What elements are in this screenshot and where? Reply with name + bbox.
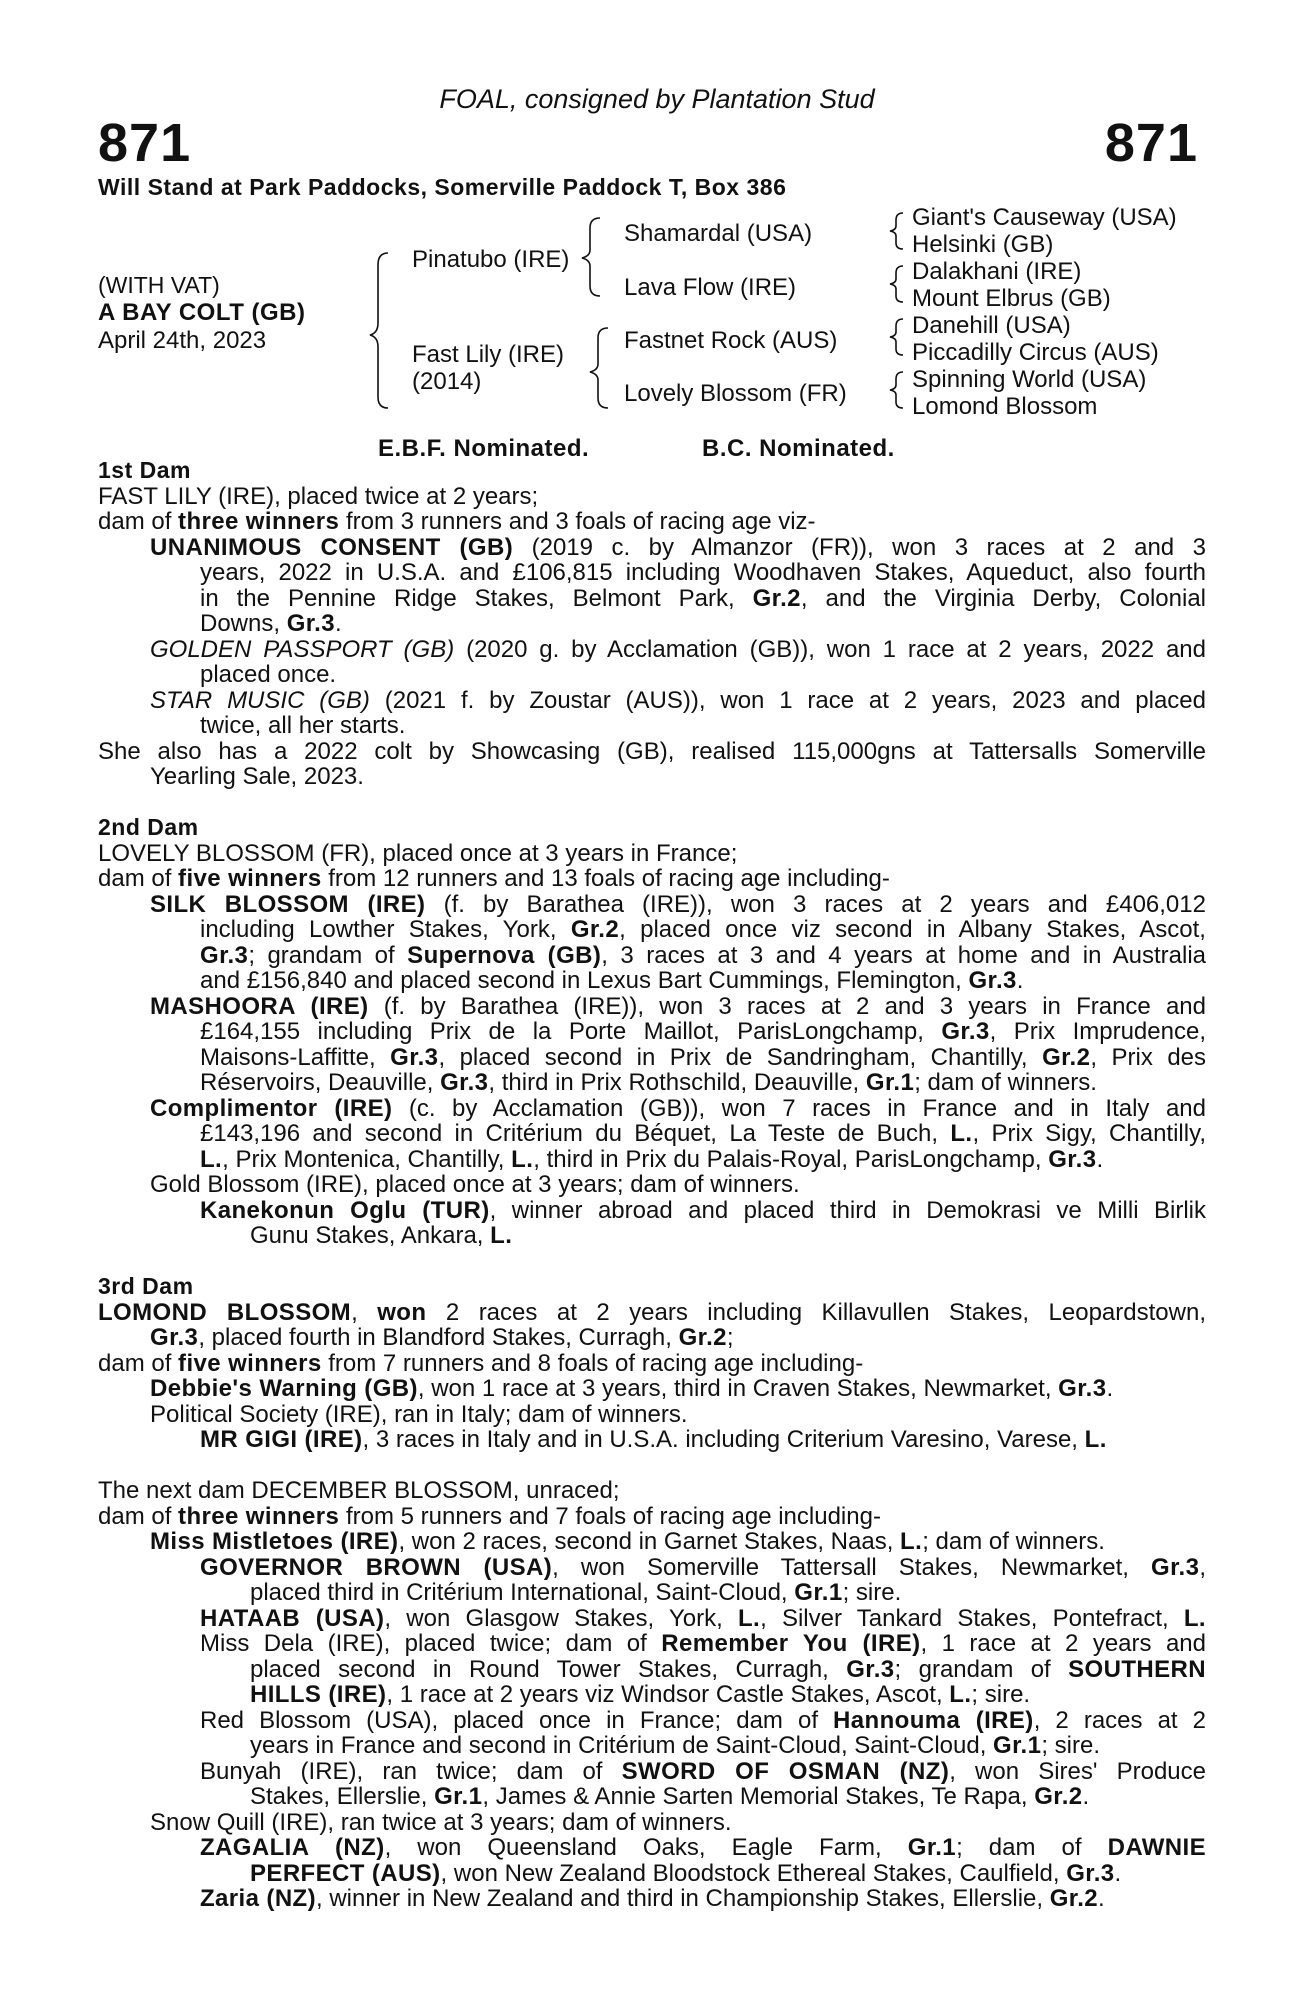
text-span: (f. by Barathea (IRE)), won 3 races at 2 years and £406,012 bbox=[425, 890, 1206, 918]
spacer bbox=[98, 790, 1206, 816]
text-span: , James & Annie Sarten Memorial Stakes, Te Rapa, bbox=[482, 1783, 1035, 1810]
text-span: , won Queensland Oaks, Eagle Farm, bbox=[384, 1834, 908, 1861]
text-line bbox=[98, 1325, 1206, 1351]
bold-text: HATAAB (USA) bbox=[200, 1604, 385, 1632]
text-line bbox=[98, 866, 1206, 892]
text-span: (f. by Barathea (IRE)), won 3 races at 2 and 3 years in France and bbox=[368, 992, 1206, 1020]
text-line bbox=[98, 815, 1206, 841]
text-line bbox=[98, 1147, 1206, 1173]
text-span: Bunyah (IRE), ran twice; dam of bbox=[200, 1757, 622, 1785]
text-span: placed once. bbox=[200, 661, 337, 688]
text-line bbox=[98, 1835, 1206, 1861]
text-line bbox=[98, 1427, 1206, 1453]
italic-text: STAR MUSIC (GB) bbox=[150, 686, 370, 714]
text-line bbox=[98, 1351, 1206, 1377]
italic-text: GOLDEN PASSPORT (GB) bbox=[150, 635, 455, 663]
bold-text: Gr.3 bbox=[941, 1018, 990, 1045]
bold-text: L. bbox=[900, 1528, 923, 1555]
dam-year: (2014) bbox=[412, 368, 482, 395]
text-span: including Lowther Stakes, York, bbox=[200, 916, 571, 943]
bold-text: Gr.2 bbox=[752, 584, 801, 612]
text-span: . bbox=[1098, 1885, 1105, 1912]
bold-text: Gr.3 bbox=[440, 1069, 489, 1096]
text-span: , bbox=[351, 1298, 378, 1326]
spacer bbox=[98, 1453, 1206, 1479]
bold-text: L. bbox=[1084, 1426, 1107, 1453]
text-span: £164,155 including Prix de la Porte Maillot, ParisLongchamp, bbox=[200, 1018, 942, 1045]
text-line bbox=[98, 1045, 1206, 1071]
text-span: . bbox=[1106, 1375, 1114, 1402]
text-line bbox=[98, 1376, 1206, 1402]
bold-text: Gr.2 bbox=[570, 916, 620, 943]
grandparent-1: Giant's Causeway (USA) bbox=[912, 204, 1177, 231]
text-span: , won Glasgow Stakes, York, bbox=[384, 1604, 738, 1632]
text-line bbox=[98, 943, 1206, 969]
text-span: Réservoirs, Deauville, bbox=[200, 1069, 441, 1096]
bold-text: Gr.1 bbox=[993, 1732, 1042, 1759]
text-span: , placed fourth in Blandford Stakes, Curragh, bbox=[198, 1324, 679, 1351]
grandparent-4: Mount Elbrus (GB) bbox=[912, 285, 1111, 312]
bold-text: Gr.3 bbox=[1048, 1145, 1097, 1173]
text-line bbox=[98, 611, 1206, 637]
bold-text: Gr.1 bbox=[434, 1783, 483, 1810]
text-span: twice, all her starts. bbox=[200, 712, 406, 739]
text-line bbox=[98, 1708, 1206, 1734]
section-heading: 1st Dam bbox=[98, 457, 191, 483]
text-line bbox=[98, 1223, 1206, 1249]
bold-text: SILK BLOSSOM (IRE) bbox=[150, 890, 426, 918]
text-span: , won 2 races, second in Garnet Stakes, Naas, bbox=[398, 1528, 901, 1555]
bold-text: Gr.3 bbox=[1058, 1375, 1107, 1402]
ebf-nomination: E.B.F. Nominated. bbox=[378, 435, 590, 462]
text-span: , won Somerville Tattersall Stakes, Newmarket, bbox=[552, 1553, 1152, 1581]
spacer bbox=[98, 1249, 1206, 1275]
bold-text: LOMOND BLOSSOM bbox=[98, 1298, 352, 1326]
bold-text: SWORD OF OSMAN (NZ) bbox=[621, 1757, 950, 1785]
text-span: Gold Blossom (IRE), placed once at 3 years; dam of winners. bbox=[150, 1171, 800, 1198]
section-heading: 3rd Dam bbox=[98, 1273, 194, 1299]
bold-text: MR GIGI (IRE) bbox=[200, 1426, 363, 1453]
section-heading: 2nd Dam bbox=[98, 814, 199, 840]
text-line bbox=[98, 1096, 1206, 1122]
bold-text: L. bbox=[490, 1222, 513, 1249]
text-line bbox=[98, 1580, 1206, 1606]
dam-sire: Fastnet Rock (AUS) bbox=[624, 327, 838, 354]
bold-text: Gr.3 bbox=[390, 1043, 439, 1071]
text-line bbox=[98, 662, 1206, 688]
text-span: ; sire. bbox=[842, 1579, 902, 1606]
text-span: Snow Quill (IRE), ran twice at 3 years; dam of winners. bbox=[150, 1808, 732, 1836]
bold-text: GOVERNOR BROWN (USA) bbox=[200, 1553, 553, 1581]
bold-text: five winners bbox=[178, 865, 322, 892]
text-span: 2 races at 2 years including Killavullen Stakes, Leopardstown, bbox=[426, 1298, 1206, 1326]
text-span: , third in Prix du Palais-Royal, ParisLongchamp, bbox=[533, 1145, 1049, 1173]
text-line bbox=[98, 1198, 1206, 1224]
text-span: , 2 races at 2 bbox=[1033, 1706, 1206, 1734]
text-span: , 1 race at 2 years viz Windsor Castle Stakes, Ascot, bbox=[386, 1681, 950, 1708]
lot-number-right: 871 bbox=[1104, 113, 1198, 173]
text-span: . bbox=[1114, 1859, 1122, 1887]
text-span: The next dam DECEMBER BLOSSOM, unraced; bbox=[98, 1477, 620, 1504]
sire: Pinatubo (IRE) bbox=[412, 246, 570, 273]
text-span: ; grandam of bbox=[248, 941, 408, 969]
text-line bbox=[98, 1886, 1206, 1912]
text-line bbox=[98, 764, 1206, 790]
text-span: . bbox=[1082, 1783, 1090, 1810]
bold-text: five winners bbox=[178, 1349, 322, 1377]
text-span: (c. by Acclamation (GB)), won 7 races in France and in Italy and bbox=[392, 1094, 1206, 1122]
text-span: from 5 runners and 7 foals of racing age including- bbox=[339, 1502, 881, 1530]
text-span: from 7 runners and 8 foals of racing age including- bbox=[321, 1349, 864, 1377]
text-line bbox=[98, 1733, 1206, 1759]
bc-nomination: B.C. Nominated. bbox=[702, 435, 895, 462]
text-line bbox=[98, 560, 1206, 586]
text-span: placed third in Critérium International, Saint-Cloud, bbox=[250, 1579, 795, 1606]
text-span: FAST LILY (IRE), placed twice at 2 years; bbox=[98, 482, 539, 510]
text-line bbox=[98, 1529, 1206, 1555]
bold-text: L. bbox=[950, 1120, 973, 1147]
text-span: dam of bbox=[98, 508, 179, 535]
text-line bbox=[98, 637, 1206, 663]
text-span: ; dam of winners. bbox=[914, 1069, 1097, 1096]
bold-text: L. bbox=[200, 1145, 223, 1173]
bold-text: L. bbox=[949, 1681, 972, 1708]
text-line bbox=[98, 458, 1206, 484]
text-span: , and the Virginia Derby, Colonial bbox=[800, 584, 1206, 612]
text-span: (2021 f. by Zoustar (AUS)), won 1 race at 2 years, 2023 and placed bbox=[369, 686, 1206, 714]
bold-text: won bbox=[377, 1298, 427, 1326]
text-line bbox=[98, 535, 1206, 561]
vat-note: (WITH VAT) bbox=[98, 272, 220, 298]
bold-text: Gr.1 bbox=[865, 1069, 915, 1096]
text-span: , won New Zealand Bloodstock Ethereal Stakes, Caulfield, bbox=[440, 1859, 1067, 1887]
text-line bbox=[98, 509, 1206, 535]
text-span: Yearling Sale, 2023. bbox=[150, 763, 364, 790]
text-span: , Prix des bbox=[1090, 1043, 1207, 1071]
lot-number-left: 871 bbox=[98, 113, 192, 173]
bold-text: Supernova (GB) bbox=[407, 941, 602, 969]
stand-location: Will Stand at Park Paddocks, Somerville Paddock T, Box 386 bbox=[98, 174, 787, 200]
text-line bbox=[98, 1478, 1206, 1504]
text-span: ; dam of bbox=[956, 1834, 1108, 1861]
text-span: , winner in New Zealand and third in Championship Stakes, Ellerslie, bbox=[316, 1885, 1050, 1912]
text-line bbox=[98, 1759, 1206, 1785]
text-span: , third in Prix Rothschild, Deauville, bbox=[488, 1069, 866, 1096]
text-line bbox=[98, 1657, 1206, 1683]
text-span: and £156,840 and placed second in Lexus Bart Cummings, Flemington, bbox=[200, 967, 969, 994]
text-line bbox=[98, 713, 1206, 739]
text-span: . bbox=[335, 610, 342, 637]
text-span: , placed once viz second in Albany Stakes, Ascot, bbox=[619, 916, 1206, 943]
text-span: years, 2022 in U.S.A. and £106,815 including Woodhaven Stakes, Aqueduct, also fourth bbox=[200, 559, 1206, 586]
text-span: years in France and second in Critérium de Saint-Cloud, Saint-Cloud, bbox=[250, 1732, 994, 1759]
text-line bbox=[98, 1555, 1206, 1581]
foaling-date: April 24th, 2023 bbox=[98, 327, 267, 354]
dam: Fast Lily (IRE) bbox=[412, 341, 565, 368]
text-span: (2020 g. by Acclamation (GB)), won 1 race at 2 years, 2022 and bbox=[454, 635, 1206, 663]
text-line bbox=[98, 1402, 1206, 1428]
text-span: dam of bbox=[98, 1502, 179, 1530]
text-line bbox=[98, 917, 1206, 943]
text-span: , Prix Imprudence, bbox=[989, 1018, 1206, 1045]
text-line bbox=[98, 586, 1206, 612]
dam-dam: Lovely Blossom (FR) bbox=[624, 380, 847, 407]
text-line bbox=[98, 1121, 1206, 1147]
bold-text: HILLS (IRE) bbox=[250, 1681, 387, 1708]
text-span: , won 1 race at 3 years, third in Craven Stakes, Newmarket, bbox=[417, 1375, 1059, 1402]
text-line bbox=[98, 968, 1206, 994]
text-span: , Prix Montenica, Chantilly, bbox=[222, 1145, 512, 1173]
text-span: She also has a 2022 colt by Showcasing (GB), realised 115,000gns at Tattersalls Somerville bbox=[98, 737, 1206, 765]
text-span: LOVELY BLOSSOM (FR), placed once at 3 years in France; bbox=[98, 839, 738, 867]
text-span: . bbox=[1016, 967, 1024, 994]
consignment-line: FOAL, consigned by Plantation Stud bbox=[439, 84, 875, 114]
text-line bbox=[98, 1861, 1206, 1887]
bold-text: Miss Mistletoes (IRE) bbox=[150, 1528, 399, 1555]
bold-text: Debbie's Warning (GB) bbox=[150, 1375, 418, 1402]
text-line bbox=[98, 1631, 1206, 1657]
text-line bbox=[98, 1019, 1206, 1045]
bold-text: Gr.3 bbox=[200, 941, 249, 969]
text-span: from 3 runners and 3 foals of racing age viz- bbox=[339, 508, 816, 535]
text-line bbox=[98, 1784, 1206, 1810]
bold-text: PERFECT (AUS) bbox=[250, 1859, 441, 1887]
bold-text: Gr.3 bbox=[286, 610, 336, 637]
text-span: , 1 race at 2 years and bbox=[920, 1630, 1206, 1657]
bold-text: Gr.1 bbox=[794, 1579, 843, 1606]
text-line bbox=[98, 739, 1206, 765]
bold-text: Zaria (NZ) bbox=[200, 1885, 317, 1912]
bold-text: Kanekonun Oglu (TUR) bbox=[200, 1196, 490, 1224]
grandparent-8: Lomond Blossom bbox=[912, 393, 1098, 420]
text-line bbox=[98, 1504, 1206, 1530]
text-span: ; bbox=[726, 1324, 734, 1351]
text-span: , winner abroad and placed third in Demokrasi ve Milli Birlik bbox=[489, 1196, 1206, 1224]
text-span: ; sire. bbox=[971, 1681, 1031, 1708]
text-line bbox=[98, 1300, 1206, 1326]
text-span: Red Blossom (USA), placed once in France; dam of bbox=[200, 1706, 834, 1734]
text-line bbox=[98, 1274, 1206, 1300]
text-line bbox=[98, 841, 1206, 867]
bold-text: Gr.1 bbox=[907, 1834, 957, 1861]
bold-text: DAWNIE bbox=[1107, 1834, 1206, 1861]
bold-text: Gr.2 bbox=[1034, 1783, 1083, 1810]
text-span: , placed second in Prix de Sandringham, Chantilly, bbox=[438, 1043, 1043, 1071]
sire-dam: Lava Flow (IRE) bbox=[624, 274, 797, 301]
bold-text: UNANIMOUS CONSENT (GB) bbox=[150, 533, 514, 561]
bold-text: SOUTHERN bbox=[1068, 1655, 1206, 1683]
text-line bbox=[98, 1682, 1206, 1708]
bold-text: Hannouma (IRE) bbox=[833, 1706, 1034, 1734]
bold-text: three winners bbox=[178, 508, 340, 535]
text-span: , won Sires' Produce bbox=[949, 1757, 1207, 1785]
grandparent-7: Spinning World (USA) bbox=[912, 366, 1147, 393]
text-span: , Prix Sigy, Chantilly, bbox=[972, 1120, 1206, 1147]
bold-text: Remember You (IRE) bbox=[661, 1630, 921, 1657]
text-span: in the Pennine Ridge Stakes, Belmont Park, bbox=[200, 584, 753, 612]
text-line bbox=[98, 1810, 1206, 1836]
text-span: ; sire. bbox=[1041, 1732, 1101, 1759]
text-span: , Silver Tankard Stakes, Pontefract, bbox=[760, 1604, 1184, 1632]
text-line bbox=[98, 994, 1206, 1020]
text-span: Maisons-Laffitte, bbox=[200, 1043, 391, 1071]
text-line bbox=[98, 1070, 1206, 1096]
text-span: Downs, bbox=[200, 610, 287, 637]
bold-text: L. bbox=[511, 1145, 534, 1173]
text-line bbox=[98, 688, 1206, 714]
sire-sire: Shamardal (USA) bbox=[624, 220, 813, 247]
horse-name: A BAY COLT (GB) bbox=[98, 299, 306, 326]
text-span: dam of bbox=[98, 1349, 179, 1377]
text-line bbox=[98, 892, 1206, 918]
bold-text: Gr.2 bbox=[1042, 1043, 1091, 1071]
text-line bbox=[98, 484, 1206, 510]
text-span: dam of bbox=[98, 865, 179, 892]
text-span: ; grandam of bbox=[894, 1655, 1069, 1683]
bold-text: Gr.3 bbox=[1151, 1553, 1200, 1581]
text-span: Political Society (IRE), ran in Italy; dam of winners. bbox=[150, 1400, 688, 1428]
bold-text: Gr.3 bbox=[150, 1324, 199, 1351]
text-span: Miss Dela (IRE), placed twice; dam of bbox=[200, 1630, 662, 1657]
text-span: £143,196 and second in Critérium du Béquet, La Teste de Buch, bbox=[200, 1120, 951, 1147]
grandparent-3: Dalakhani (IRE) bbox=[912, 258, 1082, 285]
bold-text: Gr.3 bbox=[1066, 1859, 1115, 1887]
catalogue-body bbox=[98, 458, 1206, 1912]
bold-text: Complimentor (IRE) bbox=[150, 1094, 393, 1122]
text-line bbox=[98, 1606, 1206, 1632]
bold-text: L. bbox=[737, 1604, 761, 1632]
grandparent-2: Helsinki (GB) bbox=[912, 231, 1054, 258]
text-span: ; dam of winners. bbox=[922, 1528, 1105, 1555]
bold-text: Gr.3 bbox=[846, 1655, 895, 1683]
text-span: Gunu Stakes, Ankara, bbox=[250, 1222, 491, 1249]
text-span: Stakes, Ellerslie, bbox=[250, 1783, 435, 1810]
bold-text: Gr.2 bbox=[678, 1324, 727, 1351]
text-span: , 3 races in Italy and in U.S.A. including Criterium Varesino, Varese, bbox=[362, 1426, 1085, 1453]
text-span: , bbox=[1199, 1553, 1207, 1581]
bold-text: MASHOORA (IRE) bbox=[150, 992, 369, 1020]
bold-text: Gr.2 bbox=[1049, 1885, 1099, 1912]
text-span: placed second in Round Tower Stakes, Curragh, bbox=[250, 1655, 847, 1683]
text-span: . bbox=[1096, 1145, 1104, 1173]
text-span: (2019 c. by Almanzor (FR)), won 3 races at 2 and 3 bbox=[513, 533, 1206, 561]
text-line bbox=[98, 1172, 1206, 1198]
bold-text: L. bbox=[1183, 1604, 1206, 1632]
text-span: , 3 races at 3 and 4 years at home and in Australia bbox=[601, 941, 1207, 969]
grandparent-6: Piccadilly Circus (AUS) bbox=[912, 339, 1159, 366]
grandparent-5: Danehill (USA) bbox=[912, 312, 1071, 339]
bold-text: ZAGALIA (NZ) bbox=[200, 1834, 385, 1861]
bold-text: Gr.3 bbox=[968, 967, 1017, 994]
text-span: from 12 runners and 13 foals of racing age including- bbox=[321, 865, 890, 892]
bold-text: three winners bbox=[178, 1502, 340, 1530]
